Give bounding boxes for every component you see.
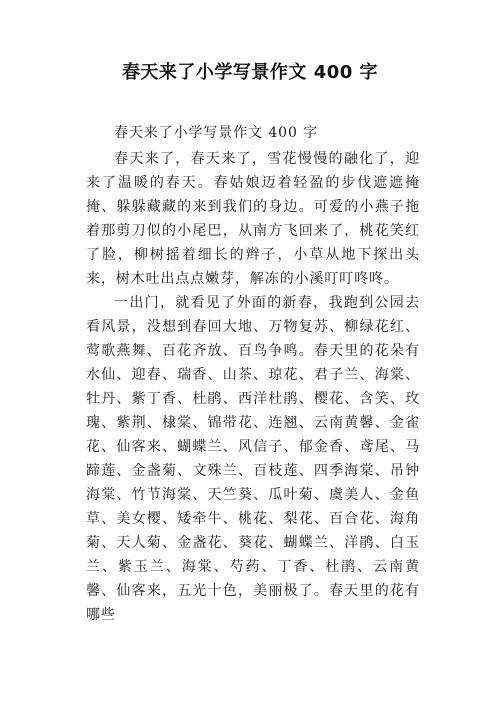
paragraph-2: 一出门，就看见了外面的新春，我跑到公园去看风景，没想到春回大地、万物复苏、柳绿花红、莺歌燕舞、百花齐放、百鸟争鸣。春天里的花朵有水仙、迎春、瑞香、山茶、琼花、君子兰、海棠、牡丹、紫丁香、杜鹃、西洋杜鹃、樱花、含笑、玫瑰、紫荆、棣棠、锦带花、连翘、云南黄馨、金雀花、仙客来、蝴蝶兰、风信子、郁金香、鸢尾、马蹄莲、金盏菊、文殊兰、百枝莲、四季海棠、吊钟海棠、竹节海棠、天竺葵、瓜叶菊、虞美人、金鱼草、美女樱、矮牵牛、桃花、梨花、百合花、海角菊、天人菊、金盏花、葵花、蝴蝶兰、洋鹃、白玉兰、紫玉兰、海棠、芍药、丁香、杜鹃、云南黄馨、仙客来，五光十色，美丽极了。春天里的花有哪些	[86, 295, 420, 623]
subtitle-paragraph: 春天来了小学写景作文 400 字	[114, 125, 319, 141]
page-title: 春天来了小学写景作文 400 字	[121, 62, 379, 83]
paragraph-1: 春天来了，春天来了，雪花慢慢的融化了，迎来了温暖的春天。春姑娘迈着轻盈的步伐遮遮掩掩、躲躲藏藏的来到我们的身边。可爱的小燕子拖着那剪刀似的小尾巴，从南方飞回来了，桃花笑红了脸，柳树摇着细长的辫子，小草从地下探出头来，树木吐出点点嫩芽，解冻的小溪叮叮咚咚。	[86, 151, 420, 287]
article-body	[86, 121, 420, 627]
